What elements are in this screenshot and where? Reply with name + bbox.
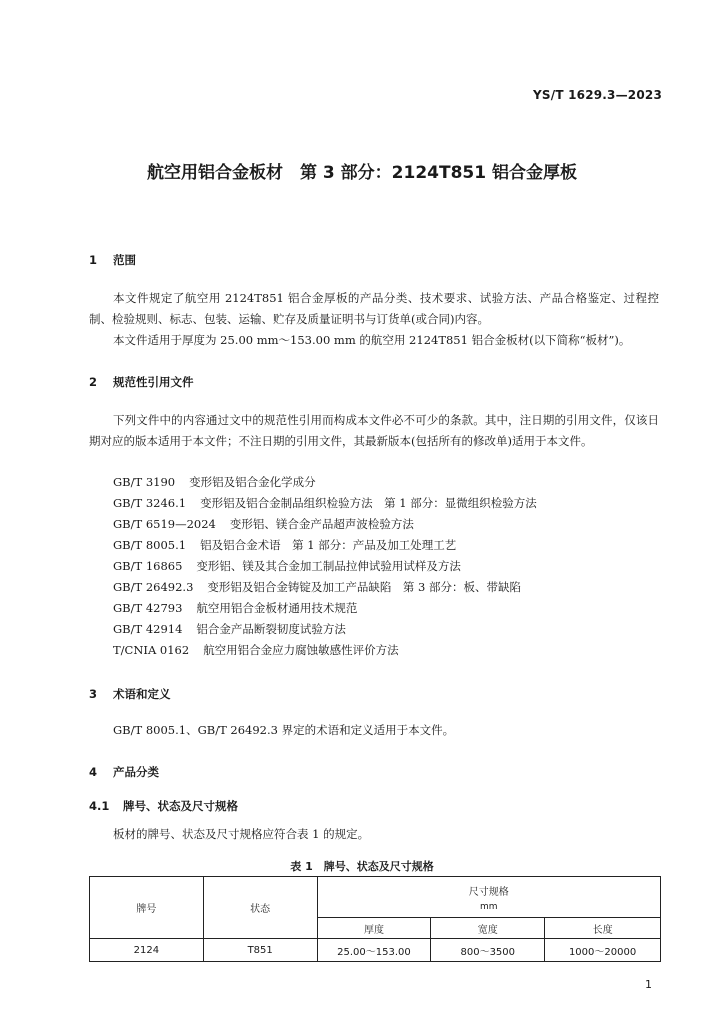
reference-name: 航空用铝合金板材通用技术规范 <box>196 601 358 615</box>
reference-code: GB/T 3246.1 <box>113 496 187 510</box>
reference-name: 变形铝、镁及其合金加工制品拉伸试验用试样及方法 <box>196 559 461 573</box>
section-2-paragraph-1: 下列文件中的内容通过文中的规范性引用而构成本文件必不可少的条款。其中，注日期的引用文件，仅该日期对应的版本适用于本文件；不注日期的引用文件，其最新版本(包括所有的修改单)适用于本文件。 <box>89 413 659 448</box>
section-number: 1 <box>89 253 98 267</box>
reference-item <box>113 474 316 490</box>
reference-item <box>113 516 414 532</box>
reference-name: 铝合金产品断裂韧度试验方法 <box>196 622 346 636</box>
reference-name: 变形铝、镁合金产品超声波检验方法 <box>229 517 414 531</box>
header-temper: 状态 <box>203 877 317 939</box>
reference-code: GB/T 42793 <box>113 601 183 615</box>
subsection-title: 牌号、状态及尺寸规格 <box>123 799 239 813</box>
document-title: 航空用铝合金板材 第 3 部分：2124T851 铝合金厚板 <box>147 163 577 183</box>
section-1-heading <box>89 252 136 268</box>
reference-name: 航空用铝合金应力腐蚀敏感性评价方法 <box>203 643 399 657</box>
cell-width: 800～3500 <box>431 939 545 962</box>
table-header-row <box>90 877 661 918</box>
header-size-unit: mm <box>480 901 498 912</box>
cell-temper: T851 <box>203 939 317 962</box>
reference-code: GB/T 8005.1 <box>113 538 187 552</box>
page-number: 1 <box>645 978 652 991</box>
header-size <box>317 877 660 918</box>
subsection-number: 4.1 <box>89 799 110 813</box>
reference-name: 变形铝及铝合金制品组织检验方法 第 1 部分：显微组织检验方法 <box>200 496 537 510</box>
reference-item <box>113 579 521 595</box>
section-number: 4 <box>89 765 98 779</box>
reference-item <box>113 495 537 511</box>
section-title: 术语和定义 <box>113 687 171 701</box>
section-title: 范围 <box>113 253 137 267</box>
table-row <box>90 939 661 962</box>
section-number: 2 <box>89 375 98 389</box>
cell-length: 1000～20000 <box>545 939 661 962</box>
reference-name: 变形铝及铝合金铸锭及加工产品缺陷 第 3 部分：板、带缺陷 <box>207 580 522 594</box>
spec-table <box>89 876 661 962</box>
cell-grade: 2124 <box>90 939 204 962</box>
table-caption: 表 1 牌号、状态及尺寸规格 <box>290 860 434 873</box>
reference-code: T/CNIA 0162 <box>113 643 190 657</box>
section-2-heading <box>89 374 194 390</box>
subsection-4-1-paragraph: 板材的牌号、状态及尺寸规格应符合表 1 的规定。 <box>113 827 370 841</box>
section-number: 3 <box>89 687 98 701</box>
reference-item <box>113 642 399 658</box>
reference-code: GB/T 6519—2024 <box>113 517 216 531</box>
section-1-paragraph-1: 本文件规定了航空用 2124T851 铝合金厚板的产品分类、技术要求、试验方法、产品合格鉴定、过程控制、检验规则、标志、包装、运输、贮存及质量证明书与订货单(或合同)内容。 <box>89 291 659 326</box>
header-grade: 牌号 <box>90 877 204 939</box>
reference-item <box>113 558 461 574</box>
header-thickness: 厚度 <box>317 918 431 939</box>
section-1-paragraph-2: 本文件适用于厚度为 25.00 mm～153.00 mm 的航空用 2124T851 铝合金板材(以下简称“板材”)。 <box>113 333 631 347</box>
section-title: 产品分类 <box>113 765 160 779</box>
reference-item <box>113 621 346 637</box>
section-3-paragraph-1: GB/T 8005.1、GB/T 26492.3 界定的术语和定义适用于本文件。 <box>113 723 455 737</box>
reference-name: 铝及铝合金术语 第 1 部分：产品及加工处理工艺 <box>200 538 457 552</box>
reference-code: GB/T 3190 <box>113 475 176 489</box>
section-4-heading <box>89 764 159 780</box>
section-title: 规范性引用文件 <box>113 375 194 389</box>
reference-code: GB/T 42914 <box>113 622 183 636</box>
subsection-4-1-heading <box>89 798 238 814</box>
reference-item <box>113 537 456 553</box>
section-3-heading <box>89 686 171 702</box>
reference-name: 变形铝及铝合金化学成分 <box>189 475 316 489</box>
standard-code: YS/T 1629.3—2023 <box>533 88 662 102</box>
header-length: 长度 <box>545 918 661 939</box>
reference-code: GB/T 26492.3 <box>113 580 194 594</box>
header-size-label: 尺寸规格 <box>468 886 509 898</box>
header-width: 宽度 <box>431 918 545 939</box>
cell-thickness: 25.00～153.00 <box>317 939 431 962</box>
reference-item <box>113 600 357 616</box>
reference-code: GB/T 16865 <box>113 559 183 573</box>
